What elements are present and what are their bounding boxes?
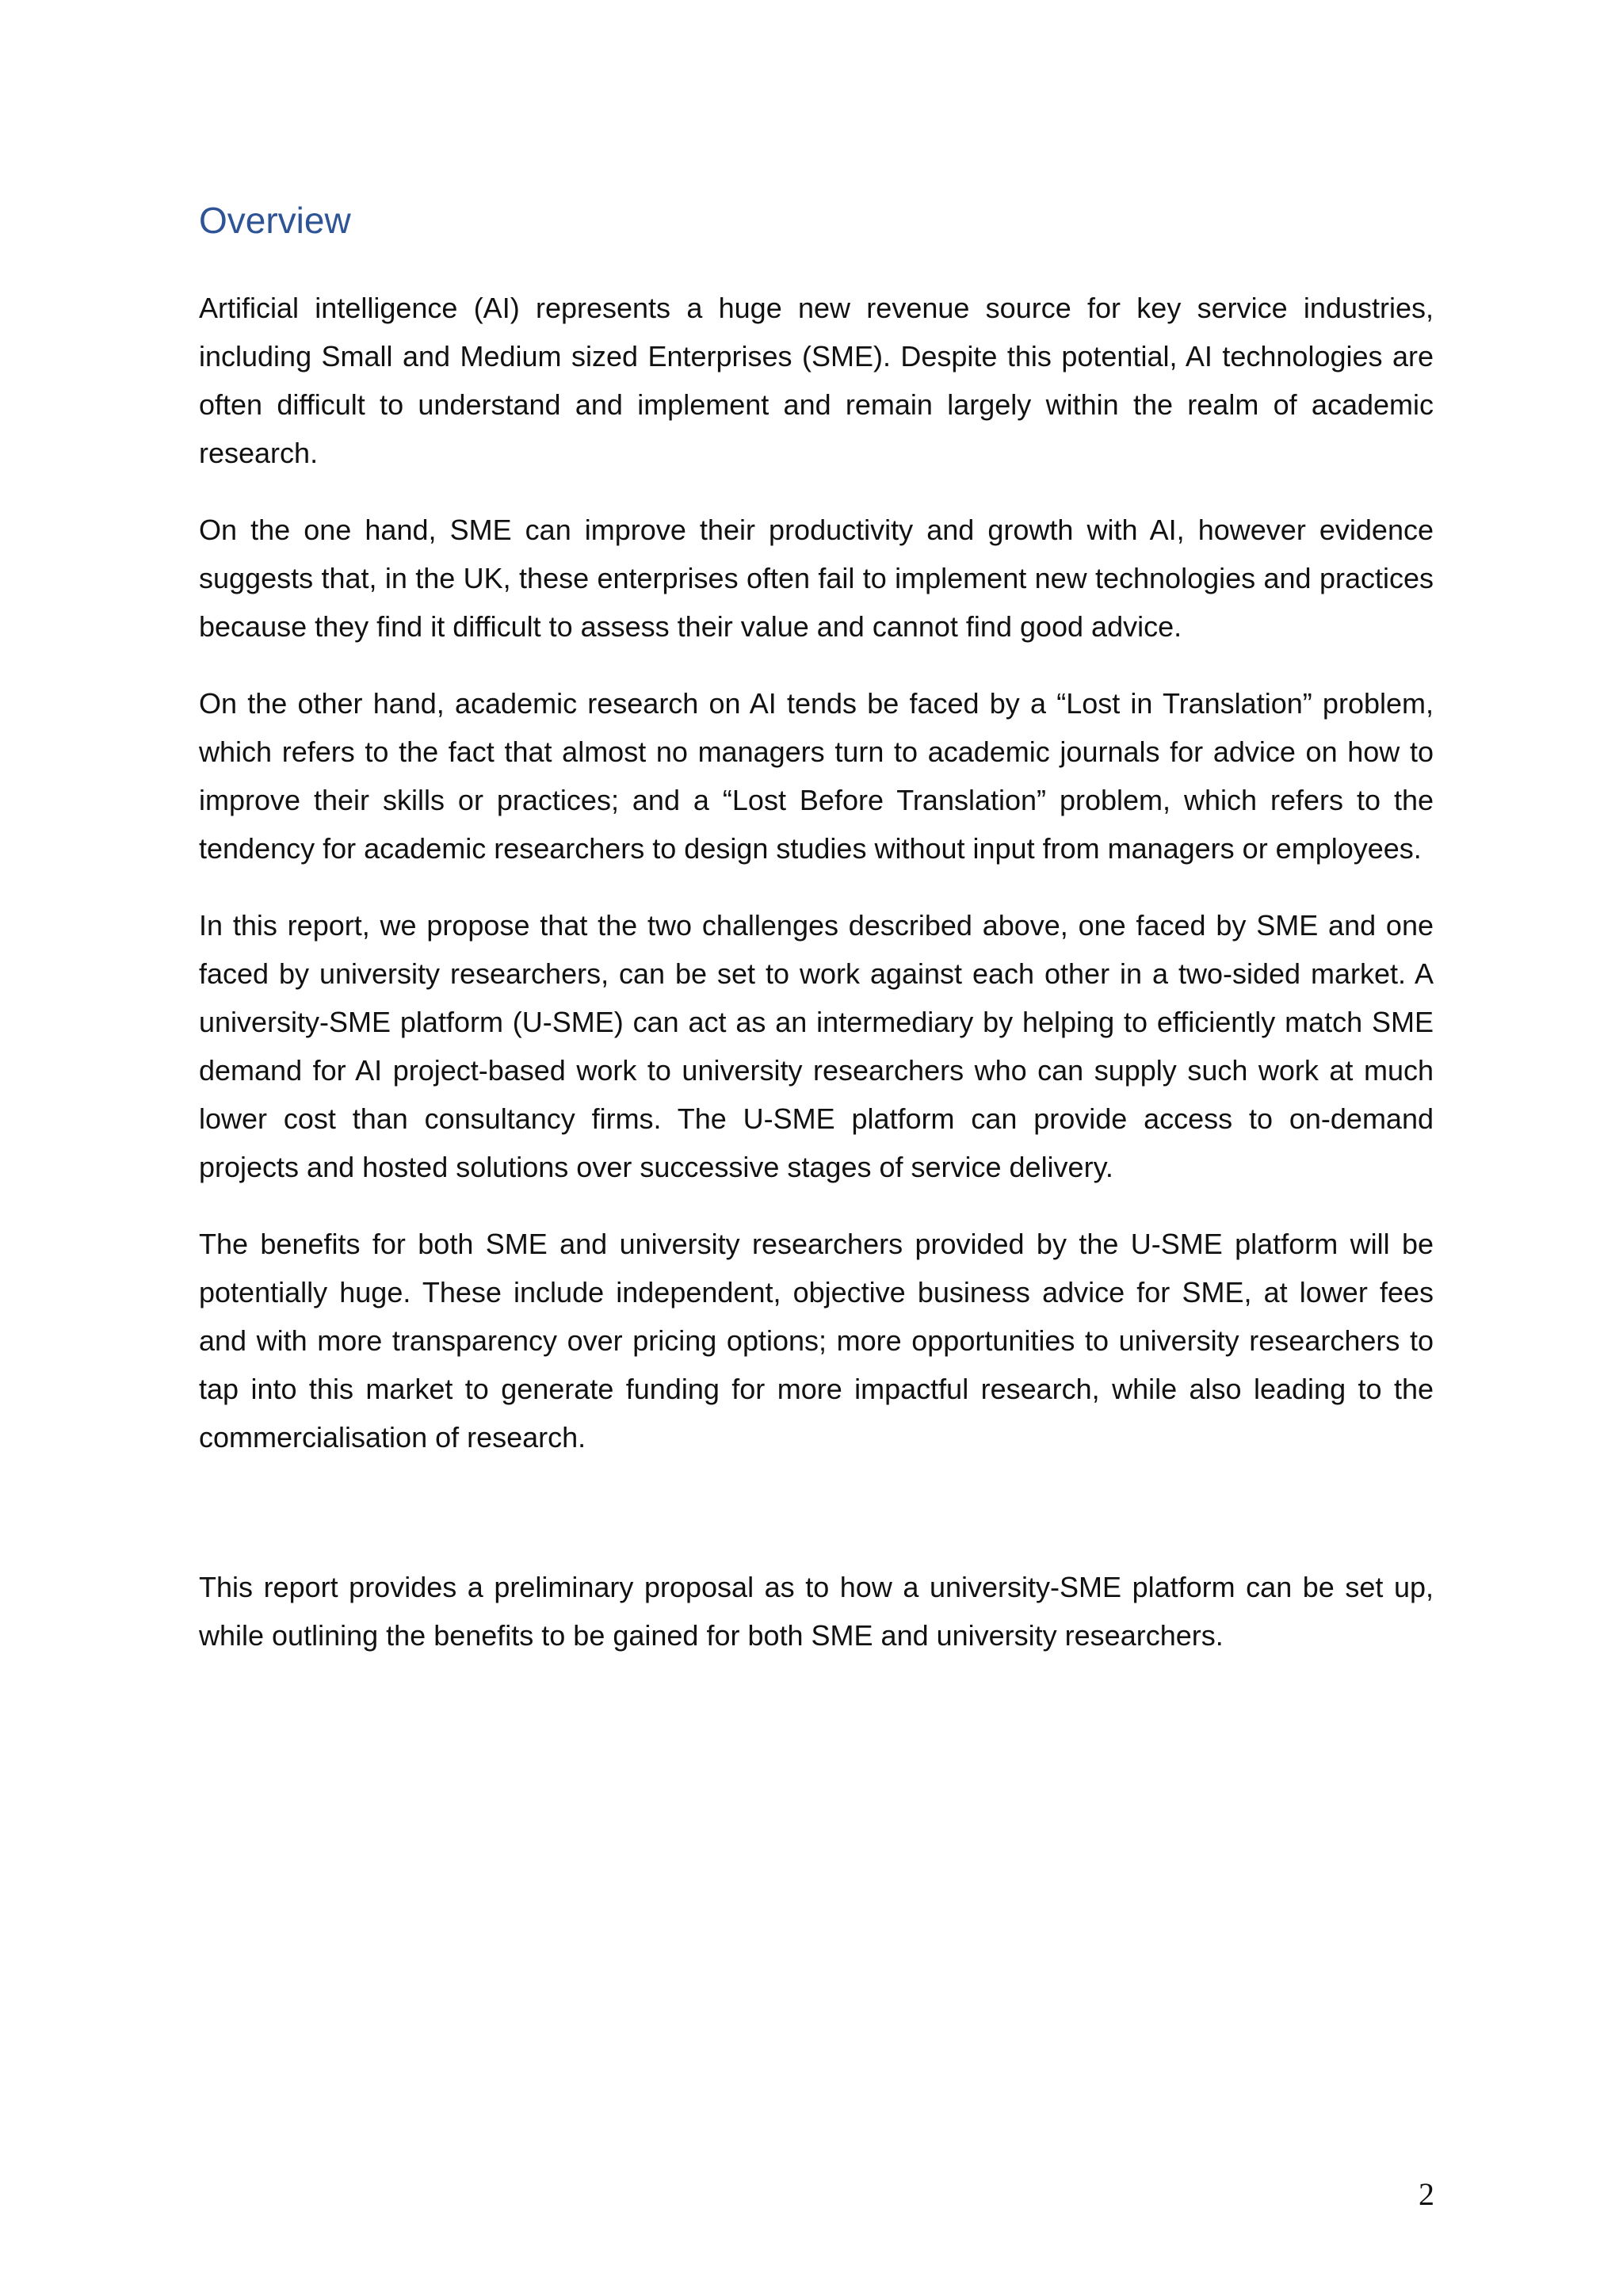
section-heading: Overview bbox=[199, 200, 351, 241]
paragraph-sme-productivity: On the one hand, SME can improve their productivity and growth with AI, however evidence suggests that, in the UK, these enterprises often fail to implement new technologies and practices because they find it difficult to assess their value and cannot find good advice. bbox=[199, 514, 1434, 643]
page-number: 2 bbox=[1419, 2176, 1434, 2212]
paragraph-lost-in-translation: On the other hand, academic research on AI tends be faced by a “Lost in Translation” problem, which refers to the fact that almost no managers turn to academic journals for advice on how to improve their skills or practices; and a “Lost Before Translation” problem, which refers to the tendency for academic researchers to design studies without input from managers or employees. bbox=[199, 687, 1434, 865]
page-content bbox=[199, 197, 1434, 1660]
paragraph-ai-revenue: Artificial intelligence (AI) represents a huge new revenue source for key service industries, including Small and Medium sized Enterprises (SME). Despite this potential, AI technologies are often difficult to understand and implement and remain largely within the realm of academic research. bbox=[199, 292, 1434, 469]
paragraph-report-summary: This report provides a preliminary proposal as to how a university-SME platform can be set up, while outlining the benefits to be gained for both SME and university researchers. bbox=[199, 1571, 1434, 1652]
paragraph-two-sided-market: In this report, we propose that the two challenges described above, one faced by SME and one faced by university researchers, can be set to work against each other in a two-sided market. A university-SME platform (U-SME) can act as an intermediary by helping to efficiently match SME demand for AI project-based work to university researchers who can supply such work at much lower cost than consultancy firms. The U-SME platform can provide access to on-demand projects and hosted solutions over successive stages of service delivery. bbox=[199, 909, 1434, 1183]
paragraph-benefits: The benefits for both SME and university researchers provided by the U-SME platform will be potentially huge. These include independent, objective business advice for SME, at lower fees and with more transparency over pricing options; more opportunities to university researchers to tap into this market to generate funding for more impactful research, while also leading to the commercialisation of research. bbox=[199, 1228, 1434, 1454]
